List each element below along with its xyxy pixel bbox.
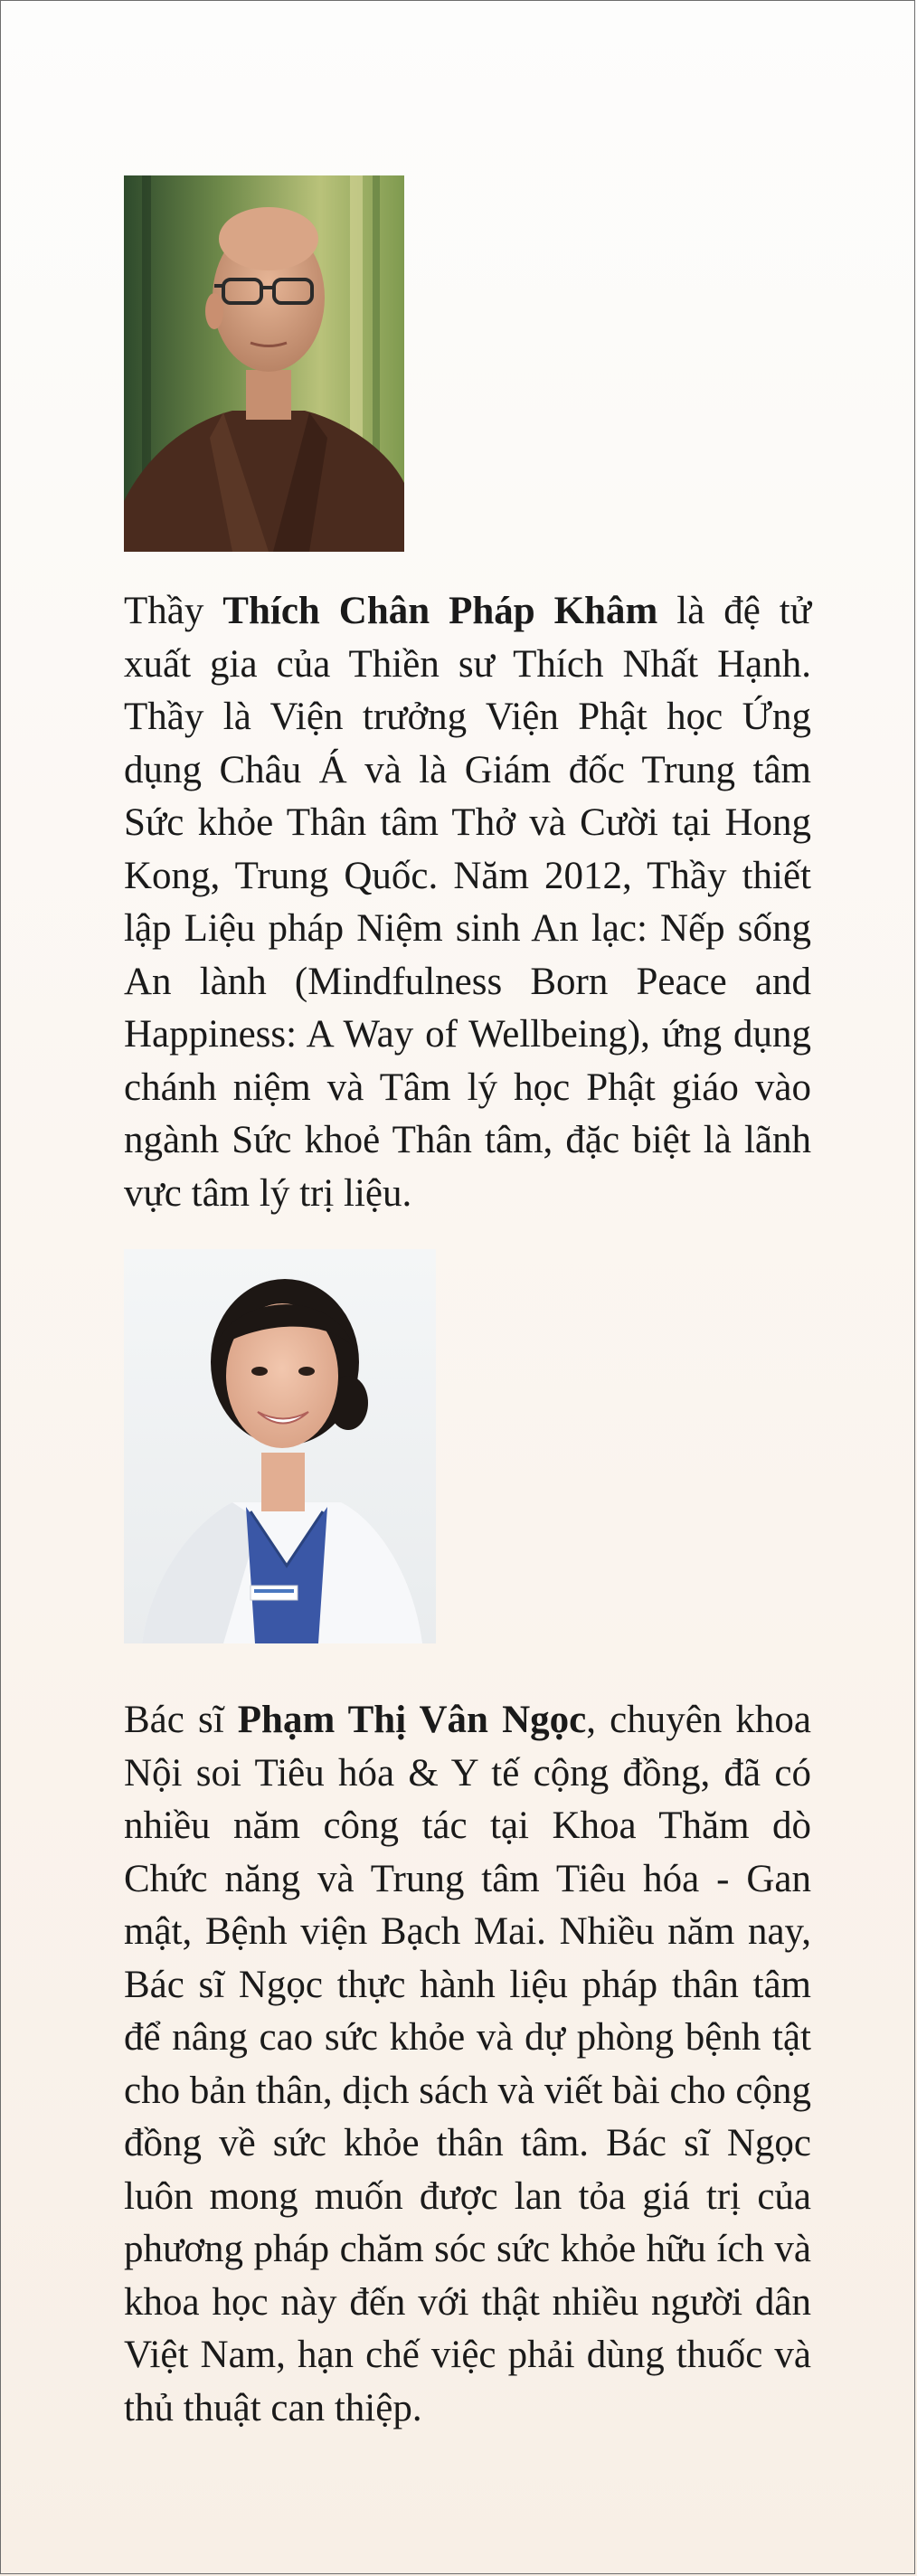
author-name: Phạm Thị Vân Ngọc (237, 1699, 587, 1741)
bio-text: là đệ tử xuất gia của Thiền sư Thích Nhất Hạnh. Thầy là Viện trưởng Viện Phật học Ứng dụng Châu Á và là Giám đốc Trung tâm Sức khỏe Thân tâm Thở và Cười tại Hong Kong, Trung Quốc. Năm 2012, Thầy thiết lập Liệu pháp Niệm sinh An lạc: Nếp sống An lành (Mindfulness Born Peace and Happiness: A Way of Wellbeing), ứng dụng chánh niệm và Tâm lý học Phật giáo vào ngành Sức khoẻ Thân tâm, đặc biệt là lãnh vực tâm lý trị liệu. (124, 590, 811, 1215)
author-bio-monk (124, 585, 811, 1220)
author-bio-doctor (124, 1694, 811, 2435)
author-photo-monk (124, 175, 404, 552)
bio-prefix: Thầy (124, 590, 223, 632)
author-photo-doctor (124, 1249, 436, 1643)
bio-prefix: Bác sĩ (124, 1699, 238, 1741)
bio-text: , chuyên khoa Nội soi Tiêu hóa & Y tế cộng đồng, đã có nhiều năm công tác tại Khoa Thăm dò Chức năng và Trung tâm Tiêu hóa - Gan mật, Bệnh viện Bạch Mai. Nhiều năm nay, Bác sĩ Ngọc thực hành liệu pháp thân tâm để nâng cao sức khỏe và dự phòng bệnh tật cho bản thân, dịch sách và viết bài cho cộng đồng về sức khỏe thân tâm. Bác sĩ Ngọc luôn mong muốn được lan tỏa giá trị của phương pháp chăm sóc sức khỏe hữu ích và khoa học này đến với thật nhiều người dân Việt Nam, hạn chế việc phải dùng thuốc và thủ thuật can thiệp. (124, 1699, 811, 2429)
author-name: Thích Chân Pháp Khâm (222, 590, 658, 632)
